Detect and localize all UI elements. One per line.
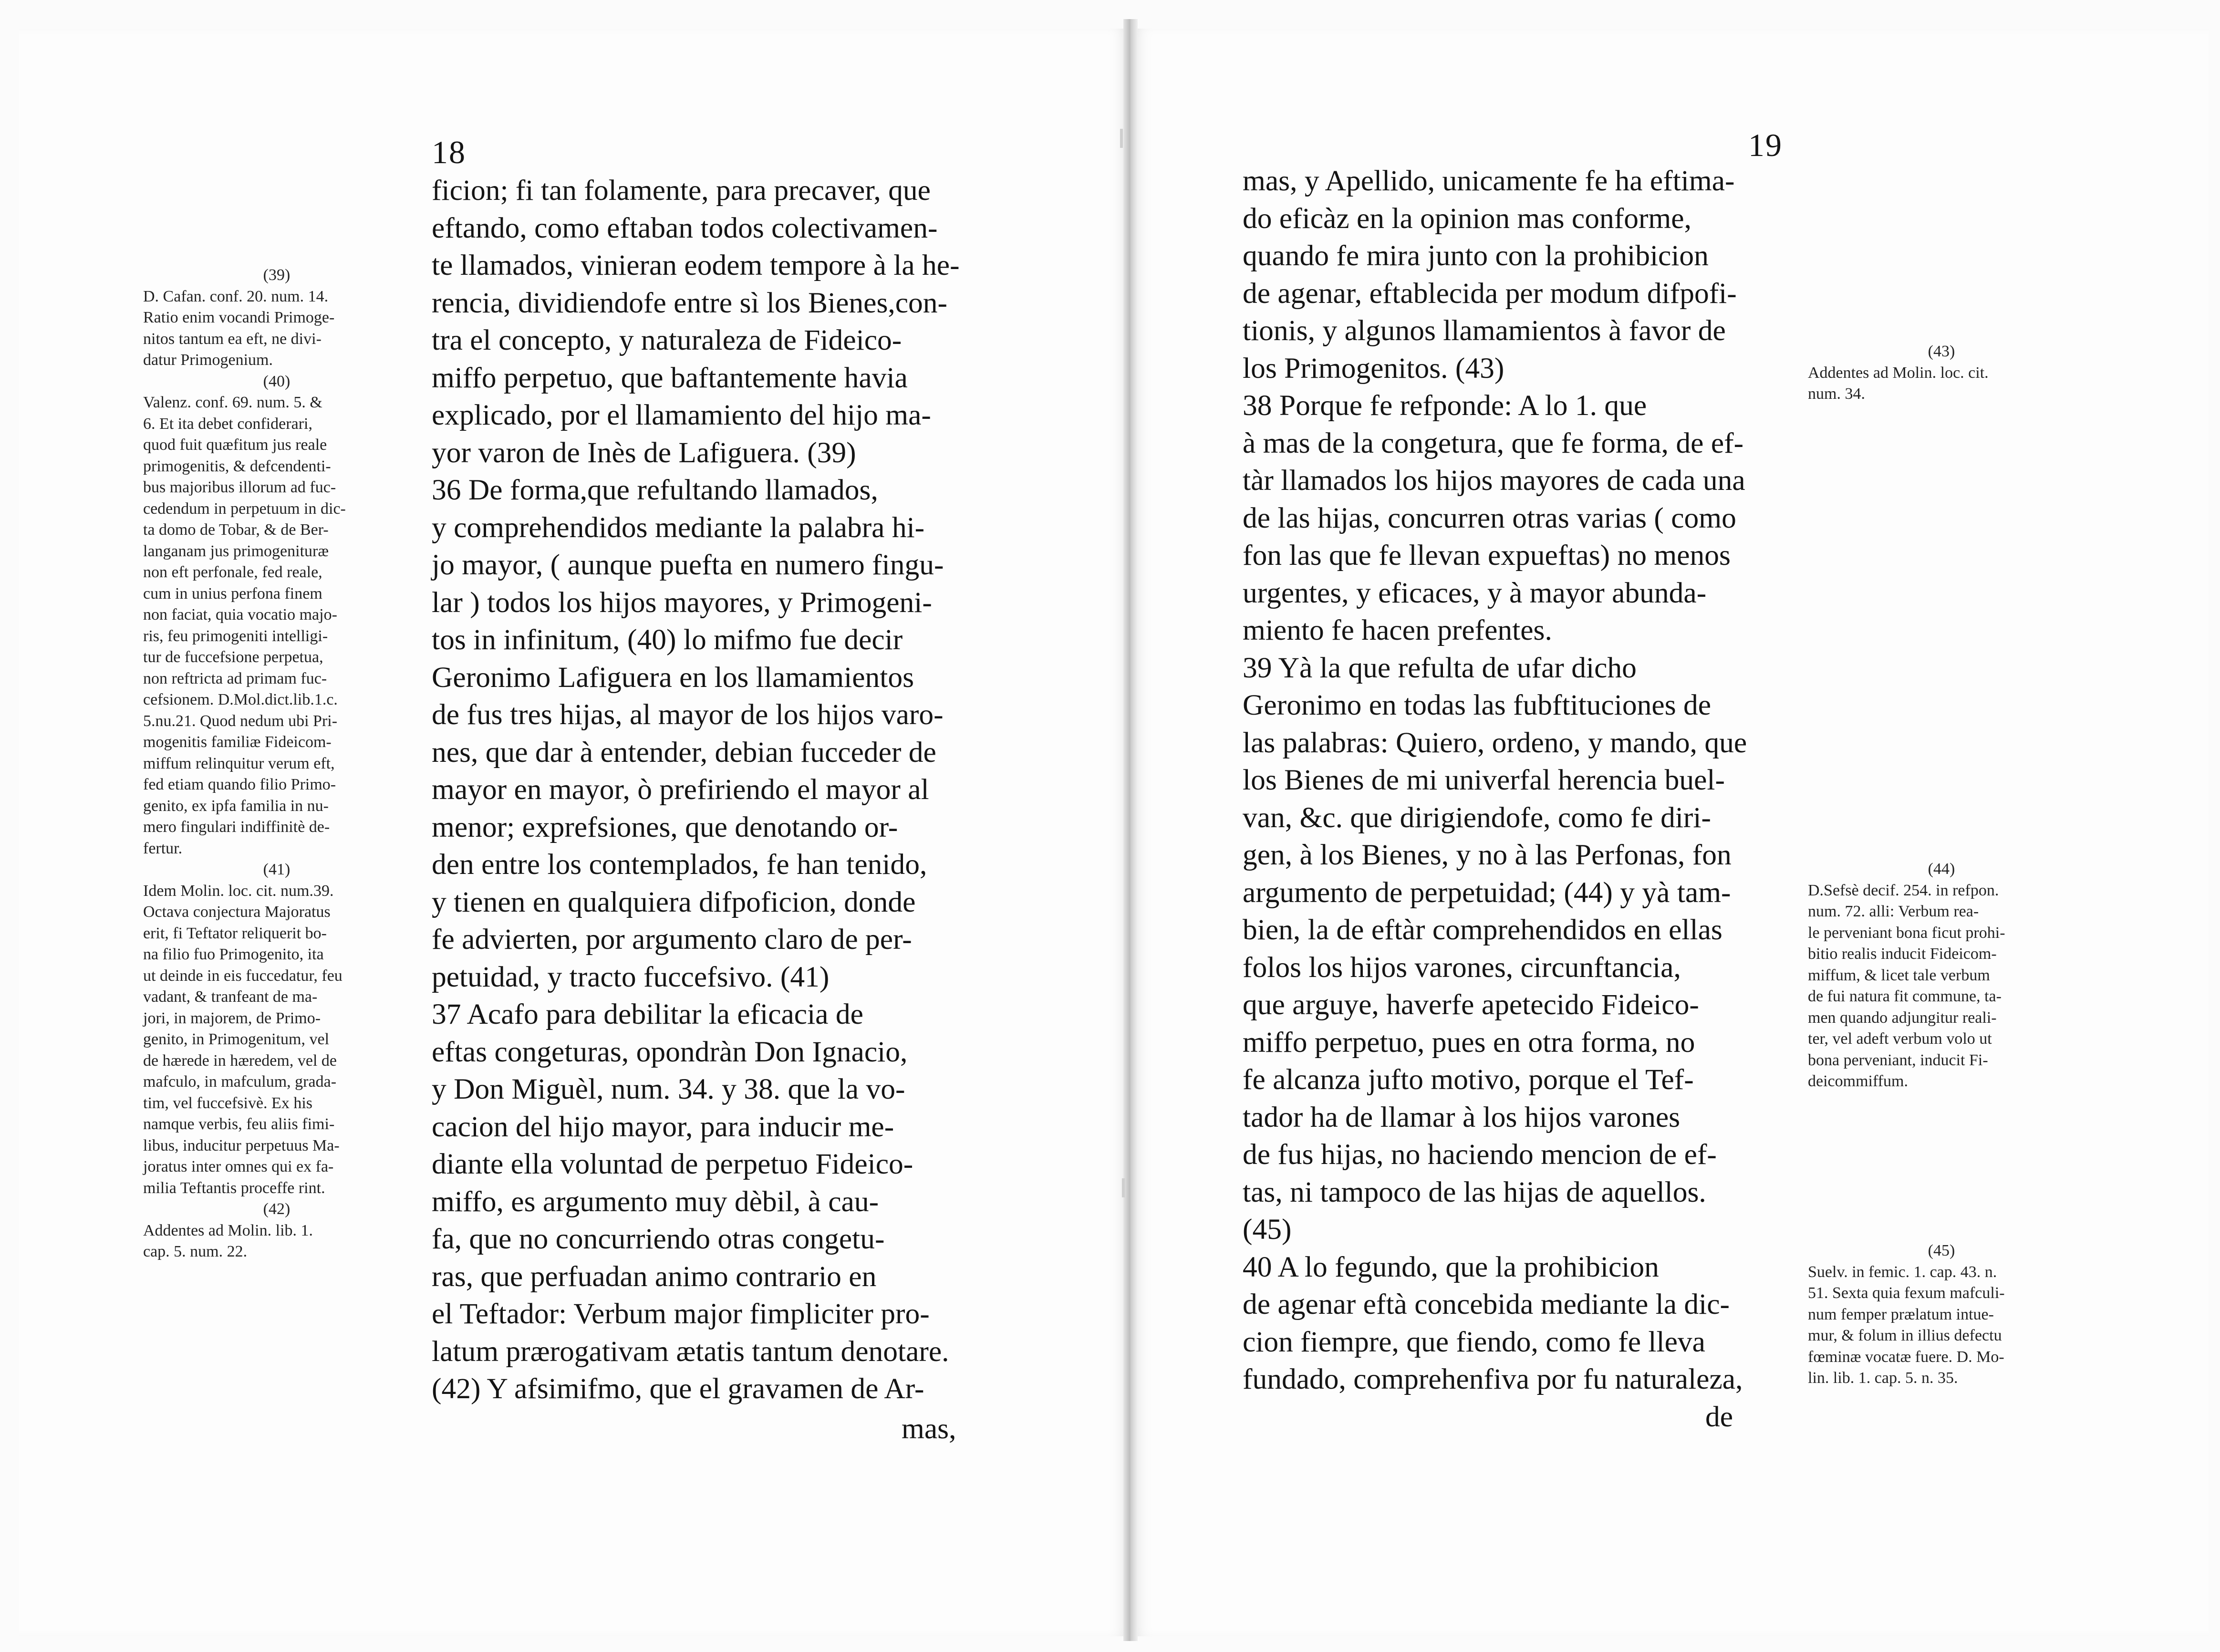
margin-note-line: cap. 5. num. 22. <box>143 1243 248 1260</box>
body-line: fundado, comprehenfiva por fu naturaleza, <box>1243 1363 1743 1395</box>
margin-note-line: bus majoribus illorum ad fuc- <box>143 478 336 496</box>
margin-note-line: D. Cafan. conf. 20. num. 14. <box>143 287 329 305</box>
margin-note-line: libus, inducitur perpetuus Ma- <box>143 1136 340 1154</box>
body-line: à mas de la congetura, que fe forma, de ef- <box>1243 426 1744 459</box>
body-line: 38 Porque fe refponde: A lo 1. que <box>1243 389 1647 422</box>
margin-note-line: vadant, & tranfeant de ma- <box>143 988 318 1006</box>
body-line: y Don Miguèl, num. 34. y 38. que la vo- <box>432 1073 905 1105</box>
body-line: de agenar, eftablecida per modum difpofi- <box>1243 277 1737 310</box>
right-body-text <box>1243 162 1791 1398</box>
margin-note-line: jori, in majorem, de Primo- <box>143 1009 321 1027</box>
margin-note-line: miffum, & licet tale verbum <box>1808 966 1990 984</box>
note-reference-number: (40) <box>263 372 290 390</box>
body-line: tionis, y algunos llamamientos à favor de <box>1243 314 1726 347</box>
margin-note-line: Addentes ad Molin. lib. 1. <box>143 1221 313 1239</box>
margin-note-line: num femper prælatum intue- <box>1808 1305 1994 1323</box>
margin-note-45 <box>1808 1240 2075 1389</box>
body-line: los Bienes de mi univerfal herencia buel- <box>1243 764 1725 796</box>
margin-note-line: miffum relinquitur verum eft, <box>143 754 335 772</box>
body-line: miento fe hacen prefentes. <box>1243 614 1552 646</box>
margin-note-line: ris, feu primogeniti intelligi- <box>143 627 328 645</box>
body-line: diante ella voluntad de perpetuo Fideico- <box>432 1148 913 1180</box>
margin-note-line: Suelv. in femic. 1. cap. 43. n. <box>1808 1263 1997 1281</box>
margin-note-line: Octava conjectura Majoratus <box>143 903 331 921</box>
body-line: (42) Y afsimifmo, que el gravamen de Ar- <box>432 1372 924 1405</box>
margin-note-line: num. 72. alli: Verbum rea- <box>1808 903 1979 920</box>
margin-note-line: namque verbis, feu aliis fimi- <box>143 1115 335 1133</box>
margin-note-line: Idem Molin. loc. cit. num.39. <box>143 882 334 900</box>
note-reference-number: (41) <box>263 861 290 878</box>
body-line: fe advierten, por argumento claro de per- <box>432 923 912 956</box>
body-line: mayor en mayor, ò prefiriendo el mayor al <box>432 773 929 806</box>
margin-note-line: le perveniant bona ficut prohi- <box>1808 924 2005 942</box>
margin-note-line: lin. lib. 1. cap. 5. n. 35. <box>1808 1369 1958 1387</box>
margin-note-line: fertur. <box>143 839 183 857</box>
body-line: nes, que dar à entender, debian fucceder de <box>432 736 936 769</box>
margin-note-line: erit, fi Teftator reliquerit bo- <box>143 924 327 942</box>
body-line: 39 Yà la que refulta de ufar dicho <box>1243 651 1637 684</box>
body-line: (45) <box>1243 1213 1292 1246</box>
scan-mark <box>1122 1178 1125 1197</box>
body-line: tra el concepto, y naturaleza de Fideico- <box>432 324 902 356</box>
margin-note-line: na filio fuo Primogenito, ita <box>143 945 324 963</box>
body-line: urgentes, y eficaces, y à mayor abunda- <box>1243 576 1707 609</box>
body-line: te llamados, vinieran eodem tempore à la he- <box>432 249 960 281</box>
margin-note-line: Ratio enim vocandi Primoge- <box>143 309 335 326</box>
scan-mark <box>1120 129 1123 148</box>
body-line: de fus tres hijas, al mayor de los hijos varo- <box>432 698 944 731</box>
body-line: tàr llamados los hijos mayores de cada una <box>1243 464 1745 497</box>
margin-note-line: genito, in Primogenitum, vel <box>143 1030 330 1048</box>
margin-note-line: primogenitis, & defcendenti- <box>143 457 331 475</box>
margin-note-line: de fui natura fit commune, ta- <box>1808 987 2002 1005</box>
margin-note-line: ter, vel adeft verbum volo ut <box>1808 1030 1992 1048</box>
body-line: Geronimo en todas las fubftituciones de <box>1243 689 1712 721</box>
body-line: ras, que perfuadan animo contrario en <box>432 1260 877 1293</box>
body-line: eftando, como eftaban todos colectivamen- <box>432 211 938 244</box>
body-line: miffo perpetuo, que baftantemente havia <box>432 361 908 394</box>
body-line: miffo perpetuo, pues en otra forma, no <box>1243 1026 1695 1059</box>
page-number-left: 18 <box>432 134 466 170</box>
body-line: Geronimo Lafiguera en los llamamientos <box>432 661 914 694</box>
body-line: las palabras: Quiero, ordeno, y mando, que <box>1243 726 1747 759</box>
note-reference-number: (44) <box>1928 860 1955 878</box>
margin-note-line: mur, & folum in illius defectu <box>1808 1327 2002 1344</box>
note-reference-number: (39) <box>263 266 290 284</box>
body-line: mas, y Apellido, unicamente fe ha eftima- <box>1243 165 1735 197</box>
body-line: argumento de perpetuidad; (44) y yà tam- <box>1243 876 1731 909</box>
margin-note-line: tim, vel fuccefsivè. Ex his <box>143 1094 313 1112</box>
body-line: eftas congeturas, opondràn Don Ignacio, <box>432 1035 908 1068</box>
margin-note-line: langanam jus primogenituræ <box>143 542 329 560</box>
body-line: de fus hijas, no haciendo mencion de ef- <box>1243 1138 1717 1171</box>
body-line: miffo, es argumento muy dèbil, à cau- <box>432 1185 879 1218</box>
margin-note-line: ut deinde in eis fuccedatur, feu <box>143 966 342 985</box>
margin-note-line: 6. Et ita debet confiderari, <box>143 415 312 433</box>
margin-note-line: mafculo, in mafculum, grada- <box>143 1073 337 1091</box>
body-line: y comprehendidos mediante la palabra hi- <box>432 511 925 544</box>
margin-note-line: quod fuit quæfitum jus reale <box>143 436 327 454</box>
margin-note-44 <box>1808 859 2075 1092</box>
body-line: fa, que no concurriendo otras congetu- <box>432 1223 885 1255</box>
body-line: tos in infinitum, (40) lo mifmo fue decir <box>432 623 903 656</box>
body-line: el Teftador: Verbum major fimpliciter pro- <box>432 1298 930 1330</box>
body-line: lar ) todos los hijos mayores, y Primogeni- <box>432 586 932 619</box>
body-line: 36 De forma,que refultando llamados, <box>432 474 878 506</box>
body-line: 37 Acafo para debilitar la eficacia de <box>432 998 863 1030</box>
page-number-right: 19 <box>1748 127 1783 163</box>
note-reference-number: (42) <box>263 1200 290 1218</box>
body-line: tas, ni tampoco de las hijas de aquellos. <box>1243 1175 1706 1208</box>
margin-note-43 <box>1808 341 2075 405</box>
margin-note-line: non faciat, quia vocatio majo- <box>143 606 337 623</box>
margin-note-line: milia Teftantis proceffe rint. <box>143 1179 325 1197</box>
margin-note-line: mogenitis familiæ Fideicom- <box>143 733 332 751</box>
left-body-text <box>432 172 995 1408</box>
margin-note-line: non eft perfonale, fed reale, <box>143 563 322 581</box>
margin-note-line: D.Sefsè decif. 254. in refpon. <box>1808 881 1999 899</box>
margin-note-line: num. 34. <box>1808 385 1865 403</box>
book-gutter <box>1123 19 1138 1641</box>
margin-note-line: cefsionem. D.Mol.dict.lib.1.c. <box>143 691 338 708</box>
margin-note-line: Addentes ad Molin. loc. cit. <box>1808 364 1989 382</box>
margin-note-line: men quando adjungitur reali- <box>1808 1008 1997 1027</box>
body-line: cacion del hijo mayor, para inducir me- <box>432 1110 894 1143</box>
body-line: folos los hijos varones, circunftancia, <box>1243 951 1681 984</box>
margin-note-line: cedendum in perpetuum in dic- <box>143 499 346 518</box>
body-line: gen, à los Bienes, y no à las Perfonas, fon <box>1243 839 1732 871</box>
body-line: los Primogenitos. (43) <box>1243 352 1504 384</box>
body-line: 40 A lo fegundo, que la prohibicion <box>1243 1250 1659 1283</box>
body-line: bien, la de eftàr comprehendidos en ellas <box>1243 914 1722 946</box>
body-line: menor; exprefsiones, que denotando or- <box>432 810 898 843</box>
margin-note-line: datur Primogenium. <box>143 351 273 369</box>
body-line: petuidad, y tracto fuccefsivo. (41) <box>432 960 830 993</box>
body-line: cion fiempre, que fiendo, como fe lleva <box>1243 1325 1705 1358</box>
margin-note-line: 5.nu.21. Quod nedum ubi Pri- <box>143 712 338 730</box>
margin-note-line: Valenz. conf. 69. num. 5. & <box>143 394 322 411</box>
margin-note-line: bona perveniant, inducit Fi- <box>1808 1051 1988 1069</box>
body-line: latum prærogativam ætatis tantum denotare. <box>432 1335 949 1368</box>
note-reference-number: (43) <box>1928 343 1955 360</box>
margin-note-line: fed etiam quando filio Primo- <box>143 776 336 793</box>
body-line: quando fe mira junto con la prohibicion <box>1243 239 1709 272</box>
body-line: explicado, por el llamamiento del hijo ma- <box>432 399 931 431</box>
body-line: van, &c. que dirigiendofe, como fe diri- <box>1243 801 1711 834</box>
margin-note-line: bitio realis inducit Fideicom- <box>1808 945 1997 963</box>
body-line: ficion; fi tan folamente, para precaver, que <box>432 174 931 207</box>
margin-note-line: mero fingulari indiffinitè de- <box>143 818 330 836</box>
note-reference-number: (45) <box>1928 1242 1955 1259</box>
body-line: jo mayor, ( aunque puefta en numero fingu- <box>432 549 944 581</box>
margin-note-line: de hærede in hæredem, vel de <box>143 1051 337 1070</box>
left-margin-notes <box>143 265 410 1263</box>
margin-note-line: ta domo de Tobar, & de Ber- <box>143 521 329 539</box>
body-line: yor varon de Inès de Lafiguera. (39) <box>432 436 856 469</box>
margin-note-line: tur de fuccefsione perpetua, <box>143 648 323 666</box>
margin-note-line: non reftricta ad primam fuc- <box>143 669 327 687</box>
margin-note-line: joratus inter omnes qui ex fa- <box>143 1158 334 1175</box>
body-line: y tienen en qualquiera difpoficion, donde <box>432 885 916 918</box>
margin-note-line: deicommiffum. <box>1808 1072 1908 1090</box>
body-line: tador ha de llamar à los hijos varones <box>1243 1101 1681 1133</box>
body-line: fe alcanza jufto motivo, porque el Tef- <box>1243 1063 1694 1096</box>
body-line: do eficàz en la opinion mas conforme, <box>1243 202 1691 235</box>
margin-note-line: genito, ex ipfa familia in nu- <box>143 797 329 815</box>
margin-note-line: nitos tantum ea eft, ne divi- <box>143 330 322 348</box>
body-line: que arguye, haverfe apetecido Fideico- <box>1243 988 1699 1021</box>
body-line: fon las que fe llevan expueftas) no menos <box>1243 539 1731 571</box>
catchword-right: de <box>1705 1401 1733 1433</box>
body-line: rencia, dividiendofe entre sì los Bienes,con- <box>432 286 948 319</box>
margin-note-line: fœminæ vocatæ fuere. D. Mo- <box>1808 1348 2004 1366</box>
margin-note-line: cum in unius perfona finem <box>143 584 322 603</box>
margin-note-line: 51. Sexta quia fexum mafculi- <box>1808 1284 2005 1302</box>
body-line: de las hijas, concurren otras varias ( como <box>1243 501 1736 534</box>
body-line: de agenar eftà concebida mediante la dic- <box>1243 1288 1730 1320</box>
catchword-left: mas, <box>902 1413 956 1445</box>
body-line: den entre los contemplados, fe han tenido, <box>432 848 927 881</box>
